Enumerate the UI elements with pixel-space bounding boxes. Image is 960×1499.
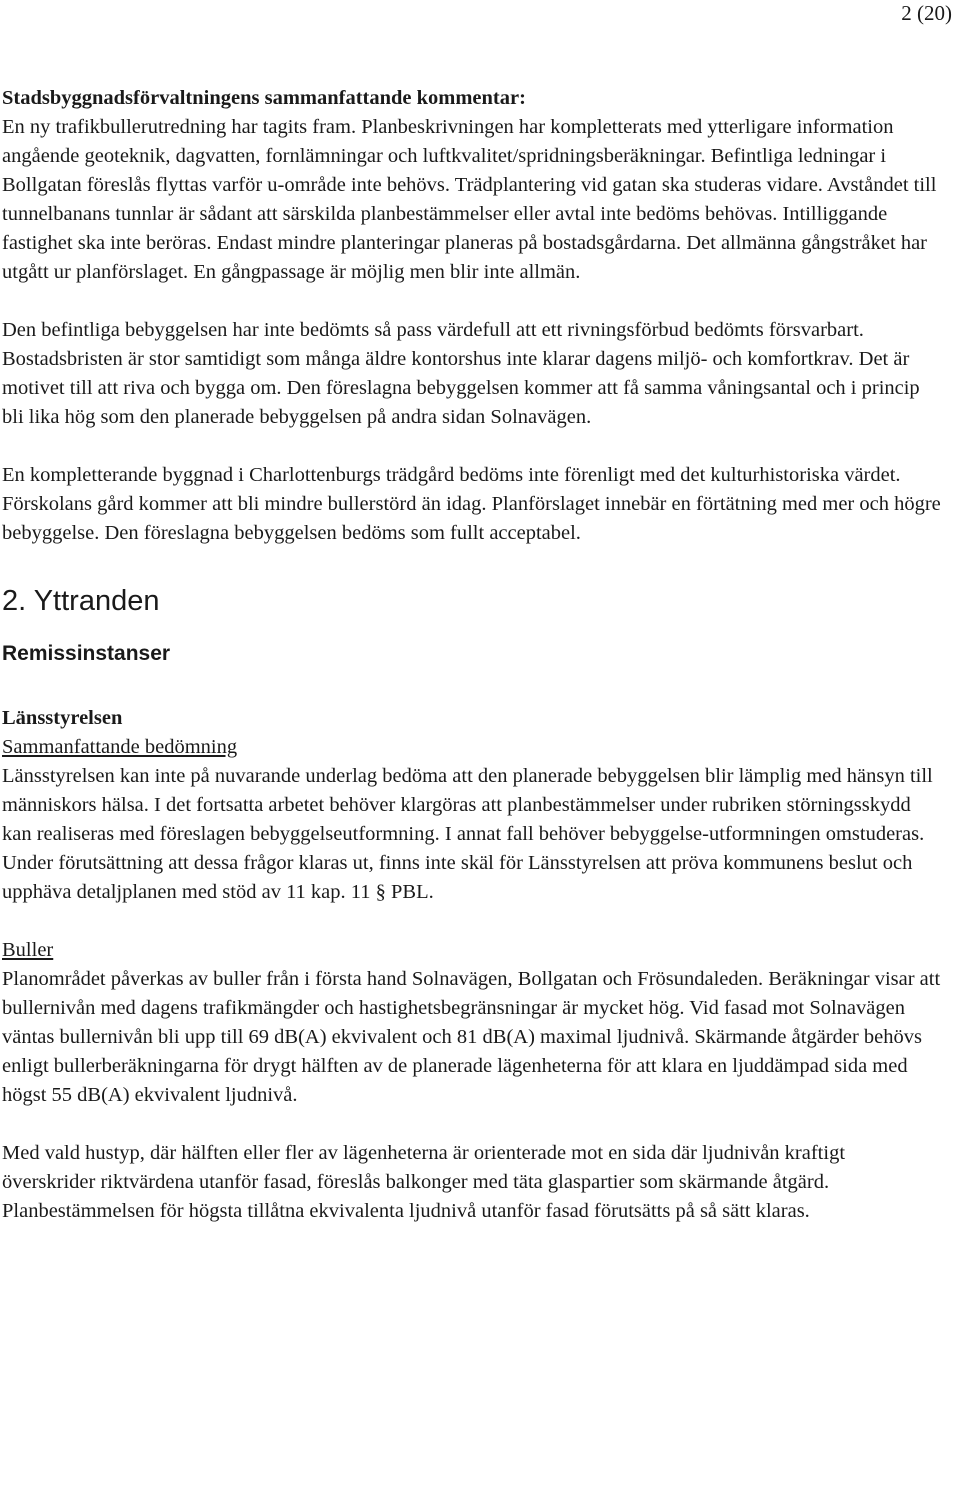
summary-heading: Sammanfattande bedömning [2,736,238,758]
commentary-paragraph-2: Den befintliga bebyggelsen har inte bedömts så pass värdefull att ett rivningsförbud bedömts försvarbart. Bostadsbristen är stor samtidigt som många äldre kontorshus inte klarar dagens miljö- och komfortkrav. Det är motivet till att riva och bygga om. Den föreslagna bebyggelsen kommer att få samma våningsantal och i princip bli lika hög som den planerade bebyggelsen på andra sidan Solnavägen. [2,319,920,428]
summary-text: Länsstyrelsen kan inte på nuvarande underlag bedöma att den planerade bebyggelsen blir lämplig med hänsyn till människors hälsa. I det fortsatta arbetet behöver klargöras att planbestämmelser under rubriken störningsskydd kan realiseras med föreslagen bebyggelseutformning. I annat fall behöver bebyggelse-utformningen omstuderas. Under förutsättning att dessa frågor klaras ut, finns inte skäl för Länsstyrelsen att pröva kommunens beslut och upphäva detaljplanen med stöd av 11 kap. 11 § PBL. [2,765,933,903]
commentary-paragraph-3: En kompletterande byggnad i Charlottenburgs trädgård bedöms inte förenligt med det kulturhistoriska värdet. Förskolans gård kommer att bli mindre bullerstörd än idag. Planförslaget innebär en förtätning med mer och högre bebyggelse. Den föreslagna bebyggelsen bedöms som fullt acceptabel. [2,464,941,544]
commentary-paragraph-1: En ny trafikbullerutredning har tagits fram. Planbeskrivningen har kompletterats med ytterligare information angående geoteknik, dagvatten, fornlämningar och luftkvalitet/spridningsberäkningar. Befintliga ledningar i Bollgatan föreslås flyttas varför u-område inte behövs. Trädplantering vid gatan ska studeras vidare. Avståndet till tunnelbanans tunnlar är sådant att särskilda planbestämmelser eller avtal inte bedöms behövas. Intilliggande fastighet ska inte beröras. Endast mindre planteringar planeras på bostadsgårdarna. Det allmänna gångstråket har utgått ur planförslaget. En gångpassage är möjlig men blir inte allmän. [2,116,937,283]
buller-heading: Buller [2,939,54,961]
page-number: 2 (20) [901,1,952,25]
commentary-heading: Stadsbyggnadsförvaltningens sammanfattande kommentar: [2,87,526,109]
buller-text-2: Med vald hustyp, där hälften eller fler av lägenheterna är orienterade mot en sida där ljudnivån kraftigt överskrider riktvärdena utanför fasad, föreslås balkonger med täta glaspartier som skärmande åtgärd. Planbestämmelsen för högsta tillåtna ekvivalenta ljudnivå utanför fasad förutsätts på så sätt klaras. [2,1142,846,1222]
document-body [2,84,942,1226]
section-subtitle: Remissinstanser [2,642,171,665]
section-title: 2. Yttranden [2,585,160,617]
lansstyrelsen-heading: Länsstyrelsen [2,707,123,729]
buller-text-1: Planområdet påverkas av buller från i första hand Solnavägen, Bollgatan och Frösundaleden. Beräkningar visar att bullernivån med dagens trafikmängder och hastighetsbegränsningar är mycket hög. Vid fasad mot Solnavägen väntas bullernivån bli upp till 69 dB(A) ekvivalent och 81 dB(A) maximal ljudnivå. Skärmande åtgärder behövs enligt bullerberäkningarna för drygt hälften av de planerade lägenheterna för att klara en ljuddämpad sida med högst 55 dB(A) ekvivalent ljudnivå. [2,968,941,1106]
